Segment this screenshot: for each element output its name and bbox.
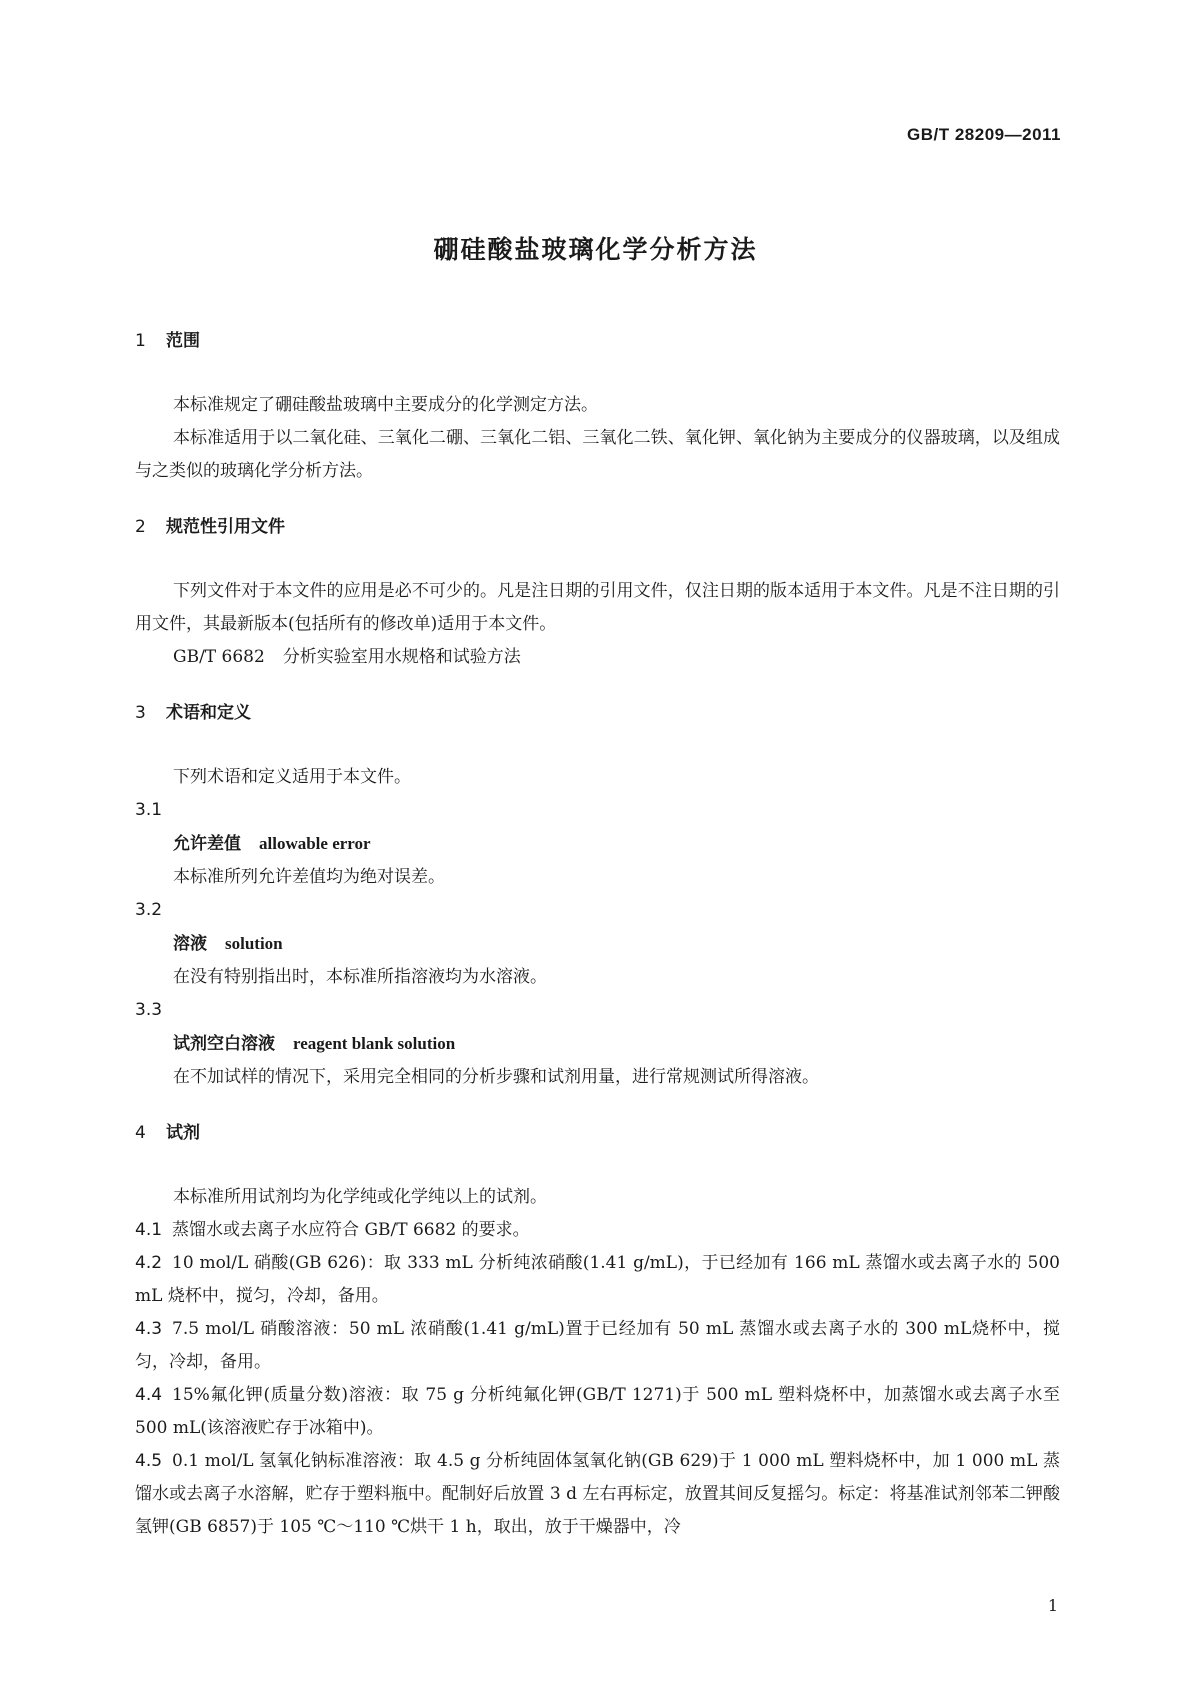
document-title: 硼硅酸盐玻璃化学分析方法 <box>433 235 758 264</box>
term-entry <box>135 827 1060 861</box>
section-title: 范围 <box>166 331 200 351</box>
section-2-heading <box>135 511 1060 544</box>
reference-title: 分析实验室用水规格和试验方法 <box>282 647 521 667</box>
clause-number: 4.5 <box>135 1451 163 1471</box>
section-1-heading <box>135 325 1060 358</box>
clause <box>135 1247 1060 1313</box>
term-chinese: 试剂空白溶液 <box>173 1034 275 1054</box>
document-code: GB/T 28209—2011 <box>907 125 1061 144</box>
clause-text: 蒸馏水或去离子水应符合 GB/T 6682 的要求。 <box>172 1220 530 1240</box>
reagents-intro: 本标准所用试剂均为化学纯或化学纯以上的试剂。 <box>173 1187 547 1207</box>
section-title: 试剂 <box>166 1123 200 1143</box>
term-definition: 本标准所列允许差值均为绝对误差。 <box>173 867 445 887</box>
scope-paragraph-2: 本标准适用于以二氧化硅、三氧化二硼、三氧化二铝、三氧化二铁、氧化钾、氧化钠为主要成分的仪器玻璃，以及组成与之类似的玻璃化学分析方法。 <box>135 428 1060 481</box>
term-entry <box>135 927 1060 961</box>
term-english: allowable error <box>259 834 371 853</box>
scope-paragraph-1: 本标准规定了硼硅酸盐玻璃中主要成分的化学测定方法。 <box>173 395 598 415</box>
term-definition: 在不加试样的情况下，采用完全相同的分析步骤和试剂用量，进行常规测试所得溶液。 <box>173 1067 819 1087</box>
clause-number: 4.4 <box>135 1385 163 1405</box>
term-english: reagent blank solution <box>293 1034 456 1053</box>
clause-number: 4.3 <box>135 1319 163 1339</box>
clause <box>135 1445 1060 1544</box>
term-definition: 在没有特别指出时，本标准所指溶液均为水溶液。 <box>173 967 547 987</box>
terms-intro: 下列术语和定义适用于本文件。 <box>173 767 411 787</box>
document-body <box>135 325 1060 1544</box>
clause-text: 0.1 mol/L 氢氧化钠标准溶液：取 4.5 g 分析纯固体氢氧化钠(GB 629)于 1 000 mL 塑料烧杯中，加 1 000 mL 蒸馏水或去离子水溶解，贮存于塑料瓶中。配制好后放置 3 d 左右再标定，放置其间反复摇匀。标定：将基准试剂邻苯二钾酸氢钾(GB 6857)于 105 ℃～110 ℃烘干 1 h，取出，放于干燥器中，冷 <box>135 1451 1060 1537</box>
clause <box>135 1214 1060 1247</box>
term-number: 3.2 <box>135 900 163 920</box>
clause <box>135 1313 1060 1379</box>
clause-number: 4.1 <box>135 1220 163 1240</box>
reference-code: GB/T 6682 <box>173 647 265 667</box>
clause <box>135 1379 1060 1445</box>
section-number: 1 <box>135 331 146 351</box>
section-number: 2 <box>135 517 146 537</box>
section-4-heading <box>135 1117 1060 1150</box>
term-english: solution <box>225 934 283 953</box>
clause-number: 4.2 <box>135 1253 163 1273</box>
clause-text: 10 mol/L 硝酸(GB 626)：取 333 mL 分析纯浓硝酸(1.41 g/mL)，于已经加有 166 mL 蒸馏水或去离子水的 500 mL 烧杯中，搅匀，冷却，备用。 <box>135 1253 1060 1306</box>
term-number: 3.1 <box>135 800 163 820</box>
clause-text: 7.5 mol/L 硝酸溶液：50 mL 浓硝酸(1.41 g/mL)置于已经加有 50 mL 蒸馏水或去离子水的 300 mL烧杯中，搅匀，冷却，备用。 <box>135 1319 1060 1372</box>
term-entry <box>135 1027 1060 1061</box>
section-number: 3 <box>135 703 146 723</box>
section-title: 术语和定义 <box>166 703 251 723</box>
section-number: 4 <box>135 1123 146 1143</box>
reference-entry <box>135 641 1060 674</box>
section-3-heading <box>135 697 1060 730</box>
term-number: 3.3 <box>135 1000 163 1020</box>
references-paragraph: 下列文件对于本文件的应用是必不可少的。凡是注日期的引用文件，仅注日期的版本适用于本文件。凡是不注日期的引用文件，其最新版本(包括所有的修改单)适用于本文件。 <box>135 581 1060 634</box>
term-chinese: 允许差值 <box>173 834 241 854</box>
section-title: 规范性引用文件 <box>166 517 285 537</box>
term-chinese: 溶液 <box>173 934 207 954</box>
clause-text: 15%氟化钾(质量分数)溶液：取 75 g 分析纯氟化钾(GB/T 1271)于 500 mL 塑料烧杯中，加蒸馏水或去离子水至 500 mL(该溶液贮存于冰箱中)。 <box>135 1385 1060 1438</box>
page-number: 1 <box>1047 1596 1058 1615</box>
